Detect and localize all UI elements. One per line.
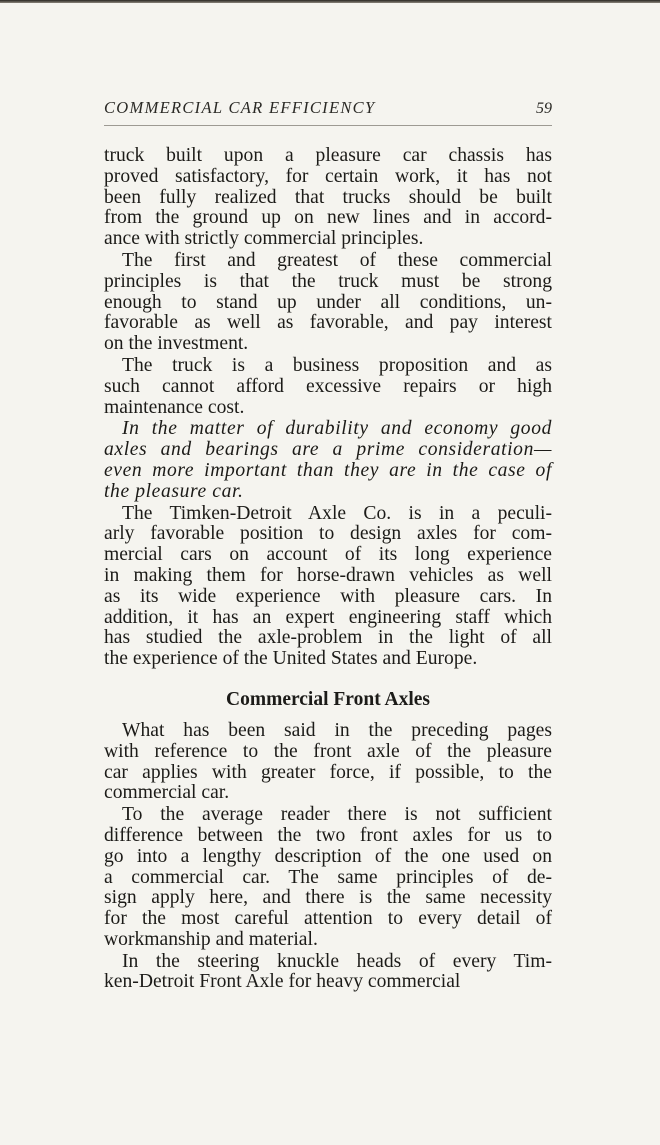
paragraphs-before-heading <box>104 146 552 670</box>
page-top-edge <box>0 0 660 3</box>
text-line: principles is that the truck must be strong <box>104 270 552 292</box>
text-line: been fully realized that trucks should be built <box>104 186 552 208</box>
text-line: a commercial car. The same principles of de- <box>104 866 552 888</box>
text-line: car applies with greater force, if possible, to the <box>104 761 552 783</box>
paragraph <box>104 146 552 250</box>
text-line: What has been said in the preceding pages <box>122 719 552 741</box>
text-line: truck built upon a pleasure car chassis has <box>104 145 552 166</box>
text-line: go into a lengthy description of the one used on <box>104 845 552 867</box>
paragraph <box>104 952 552 994</box>
text-line: The Timken-Detroit Axle Co. is in a peculi- <box>122 502 552 524</box>
text-line: commercial car. <box>104 782 230 804</box>
text-line: with reference to the front axle of the pleasure <box>104 740 552 762</box>
text-line: sign apply here, and there is the same necessity <box>104 887 552 909</box>
text-line: such cannot afford excessive repairs or high <box>104 375 552 397</box>
paragraph <box>104 504 552 670</box>
text-line: The first and greatest of these commercial <box>122 249 552 271</box>
text-line: addition, it has an expert engineering staff which <box>104 606 552 628</box>
text-line: In the steering knuckle heads of every Tim- <box>122 950 552 972</box>
book-page <box>104 98 552 993</box>
page-number: 59 <box>536 100 552 117</box>
running-head-title: COMMERCIAL CAR EFFICIENCY <box>104 98 376 117</box>
text-line: ance with strictly commercial principles. <box>104 228 424 250</box>
text-line: To the average reader there is not sufficient <box>122 804 552 826</box>
text-line: difference between the two front axles for us to <box>104 824 552 846</box>
text-line: maintenance cost. <box>104 396 245 418</box>
text-line: workmanship and material. <box>104 928 318 950</box>
text-line: as its wide experience with pleasure cars. In <box>104 585 552 607</box>
paragraph <box>104 251 552 355</box>
text-line: even more important than they are in the case of <box>104 459 552 481</box>
text-line: The truck is a business proposition and as <box>122 354 552 376</box>
text-line: proved satisfactory, for certain work, it has not <box>104 165 552 187</box>
text-line: arly favorable position to design axles for com- <box>104 523 552 545</box>
running-head <box>104 98 552 126</box>
page-body <box>104 146 552 993</box>
paragraph <box>104 419 552 502</box>
text-line: for the most careful attention to every detail of <box>104 908 552 930</box>
section-heading: Commercial Front Axles <box>226 688 430 710</box>
text-line: the pleasure car. <box>104 480 244 502</box>
text-line: in making them for horse-drawn vehicles as well <box>104 564 552 586</box>
text-line: the experience of the United States and Europe. <box>104 648 478 670</box>
text-line: enough to stand up under all conditions, un- <box>104 291 552 313</box>
text-line: axles and bearings are a prime consideration— <box>104 439 552 461</box>
text-line: has studied the axle-problem in the light of all <box>104 627 552 649</box>
paragraph <box>104 356 552 418</box>
text-line: mercial cars on account of its long experience <box>104 544 552 566</box>
text-line: ken-Detroit Front Axle for heavy commercial <box>104 971 461 993</box>
paragraph <box>104 721 552 804</box>
paragraph <box>104 805 552 951</box>
text-line: favorable as well as favorable, and pay interest <box>104 312 552 334</box>
text-line: from the ground up on new lines and in accord- <box>104 207 552 229</box>
paragraphs-after-heading <box>104 721 552 993</box>
text-line: on the investment. <box>104 333 249 355</box>
text-line: In the matter of durability and economy good <box>122 418 552 440</box>
